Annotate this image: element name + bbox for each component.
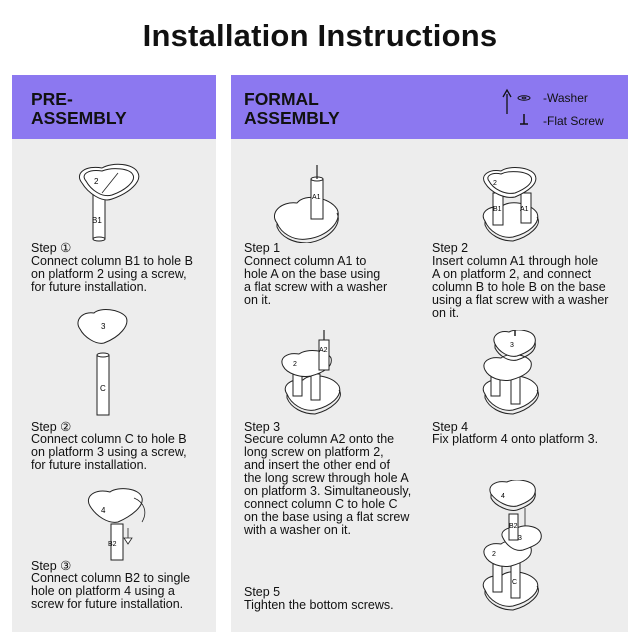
text-line: hole on platform 4 using a <box>31 584 175 598</box>
text-line: with a washer on it. <box>244 523 351 537</box>
pre-step-2-illustration <box>74 307 174 417</box>
pre-step-2-text <box>31 433 187 472</box>
part-label: 4 <box>501 493 505 500</box>
header-line: ASSEMBLY <box>244 108 340 128</box>
text-line: using a flat screw with a washer <box>432 293 609 307</box>
step-5-illustration <box>481 480 561 615</box>
step-5-text <box>244 599 394 612</box>
pre-step-3-text <box>31 572 190 611</box>
text-line: Connect column A1 to <box>244 254 367 268</box>
step-3-label: Step 3 <box>244 420 281 434</box>
formal-assembly-panel <box>231 75 628 632</box>
step-2-text <box>432 255 608 320</box>
part-label: A1 <box>520 206 529 213</box>
step-1-label: Step 1 <box>244 241 281 255</box>
text-line: on it. <box>432 306 460 320</box>
header-line: FORMAL <box>244 89 319 109</box>
legend-flat-screw: -Flat Screw <box>543 114 604 128</box>
part-label: 2 <box>94 177 99 186</box>
part-label: C <box>100 384 106 393</box>
part-label: 2 <box>492 551 496 558</box>
pre-step-1-text <box>31 255 193 294</box>
part-label: B2 <box>509 523 518 530</box>
text-line: connect column C to hole C <box>244 497 398 511</box>
text-line: Connect column B2 to single <box>31 571 191 585</box>
part-label: A2 <box>319 347 328 354</box>
part-label: B1 <box>493 206 502 213</box>
step-4-label: Step 4 <box>432 420 469 434</box>
text-line: on platform 3 using a screw, <box>31 445 187 459</box>
step-2-illustration <box>481 167 561 247</box>
formal-assembly-title <box>244 90 340 128</box>
text-line: Connect column C to hole B <box>31 432 187 446</box>
text-line: on the base using a flat screw <box>244 510 410 524</box>
part-label: B2 <box>108 541 117 548</box>
part-label: A1 <box>312 194 321 201</box>
header-line: ASSEMBLY <box>31 108 127 128</box>
pre-assembly-header <box>12 75 216 139</box>
step-3-illustration <box>281 330 361 420</box>
text-line: Tighten the bottom screws. <box>244 598 394 612</box>
part-label: 3 <box>510 342 514 349</box>
text-line: hole A on the base using <box>244 267 381 281</box>
step-4-text <box>432 433 598 446</box>
text-line: Connect column B1 to hole B <box>31 254 193 268</box>
text-line: Secure column A2 onto the <box>244 432 395 446</box>
part-label: C <box>512 579 518 586</box>
step-1-text <box>244 255 387 307</box>
pre-step-2-label: Step ② <box>31 420 72 434</box>
formal-assembly-header <box>231 75 628 139</box>
text-line: for future installation. <box>31 280 148 294</box>
text-line: screw for future installation. <box>31 597 184 611</box>
part-label: 3 <box>101 322 106 331</box>
text-line: Insert column A1 through hole <box>432 254 599 268</box>
legend-washer: -Washer <box>543 91 588 105</box>
text-line: long screw on platform 2, <box>244 445 384 459</box>
pre-assembly-title <box>31 90 127 128</box>
step-3-text <box>244 433 411 537</box>
pre-step-1-label: Step ① <box>31 241 72 255</box>
text-line: for future installation. <box>31 458 148 472</box>
step-2-label: Step 2 <box>432 241 469 255</box>
text-line: a flat screw with a washer <box>244 280 388 294</box>
step-5-label: Step 5 <box>244 585 281 599</box>
text-line: the long screw through hole A <box>244 471 409 485</box>
part-label: 2 <box>293 361 297 368</box>
text-line: and insert the other end of <box>244 458 390 472</box>
text-line: on platform 2 using a screw, <box>31 267 187 281</box>
part-label: 2 <box>493 180 497 187</box>
part-label: B1 <box>92 216 102 225</box>
pre-step-3-illustration <box>84 488 184 563</box>
text-line: column B to hole B on the base <box>432 280 606 294</box>
pre-step-1-illustration <box>72 163 172 243</box>
step-1-illustration <box>271 163 371 243</box>
text-line: on it. <box>244 293 272 307</box>
part-label: 3 <box>518 535 522 542</box>
text-line: on platform 3. Simultaneously, <box>244 484 412 498</box>
step-4-illustration <box>481 330 561 420</box>
pre-assembly-panel <box>12 75 216 632</box>
text-line: Fix platform 4 onto platform 3. <box>432 432 599 446</box>
text-line: A on platform 2, and connect <box>432 267 592 281</box>
page-title: Installation Instructions <box>142 18 498 53</box>
header-line: PRE- <box>31 89 73 109</box>
part-label: 4 <box>101 506 106 515</box>
pre-step-3-label: Step ③ <box>31 559 72 573</box>
